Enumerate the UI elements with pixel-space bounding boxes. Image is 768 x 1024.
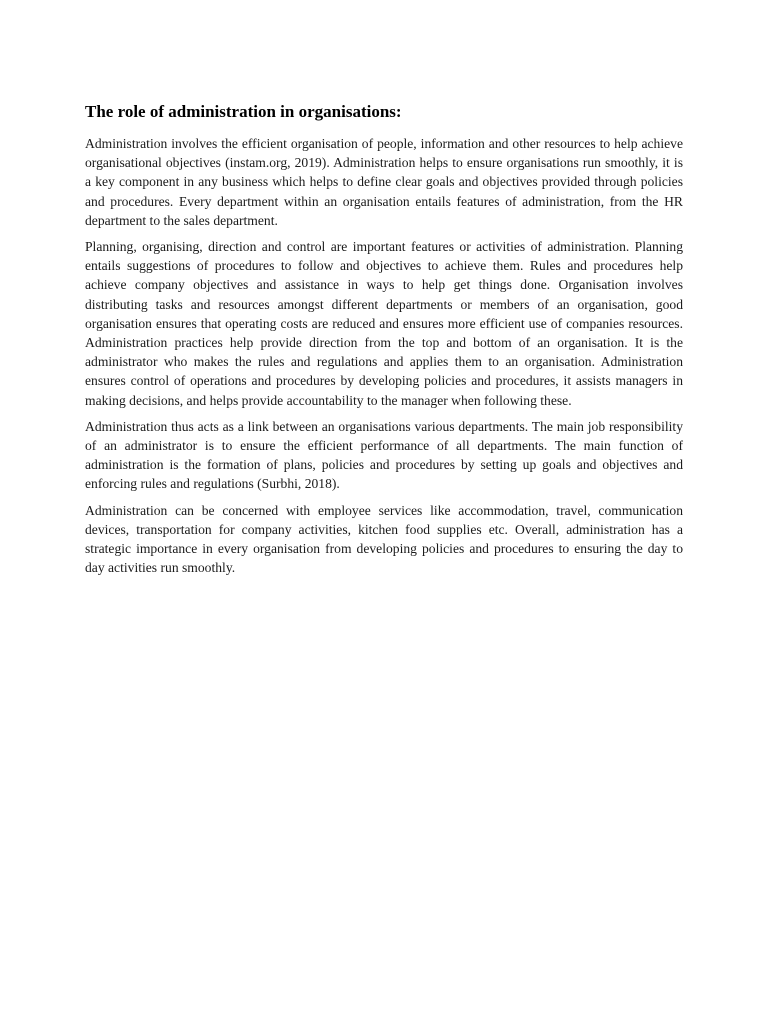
paragraph-3: Administration thus acts as a link between an organisations various departments. The main job responsibility of an administrator is to ensure the efficient performance of all departments. The main function of administration is the formation of plans, policies and procedures by setting up goals and objectives and enforcing rules and regulations (Surbhi, 2018). xyxy=(85,418,683,492)
paragraph-4: Administration can be concerned with employee services like accommodation, travel, communication devices, transportation for company activities, kitchen food supplies etc. Overall, administration has a strategic importance in every organisation from developing policies and procedures to ensuring the day to day activities run smoothly. xyxy=(85,502,683,576)
document-body xyxy=(85,102,683,584)
paragraph-1: Administration involves the efficient organisation of people, information and other resources to help achieve organisational objectives (instam.org, 2019). Administration helps to ensure organisations run smoothly, it is a key component in any business which helps to define clear goals and objectives provided through policies and procedures. Every department within an organisation entails features of administration, from the HR department to the sales department. xyxy=(85,136,683,228)
document-heading: The role of administration in organisations: xyxy=(85,102,402,121)
paragraph-2: Planning, organising, direction and control are important features or activities of administration. Planning entails suggestions of procedures to follow and objectives to achieve them. Rules and procedures help achieve company objectives and assistance in ways to help get things done. Organisation involves distributing tasks and resources amongst different departments or members of an organisation, good organisation ensures that operating costs are reduced and ensures more efficient use of companies resources. Administration practices help provide direction from the top and bottom of an organisation. It is the administrator who makes the rules and regulations and applies them to an organisation. Administration ensures control of operations and procedures by developing policies and procedures, it assists managers in making decisions, and helps provide accountability to the manager when following these. xyxy=(85,239,683,408)
